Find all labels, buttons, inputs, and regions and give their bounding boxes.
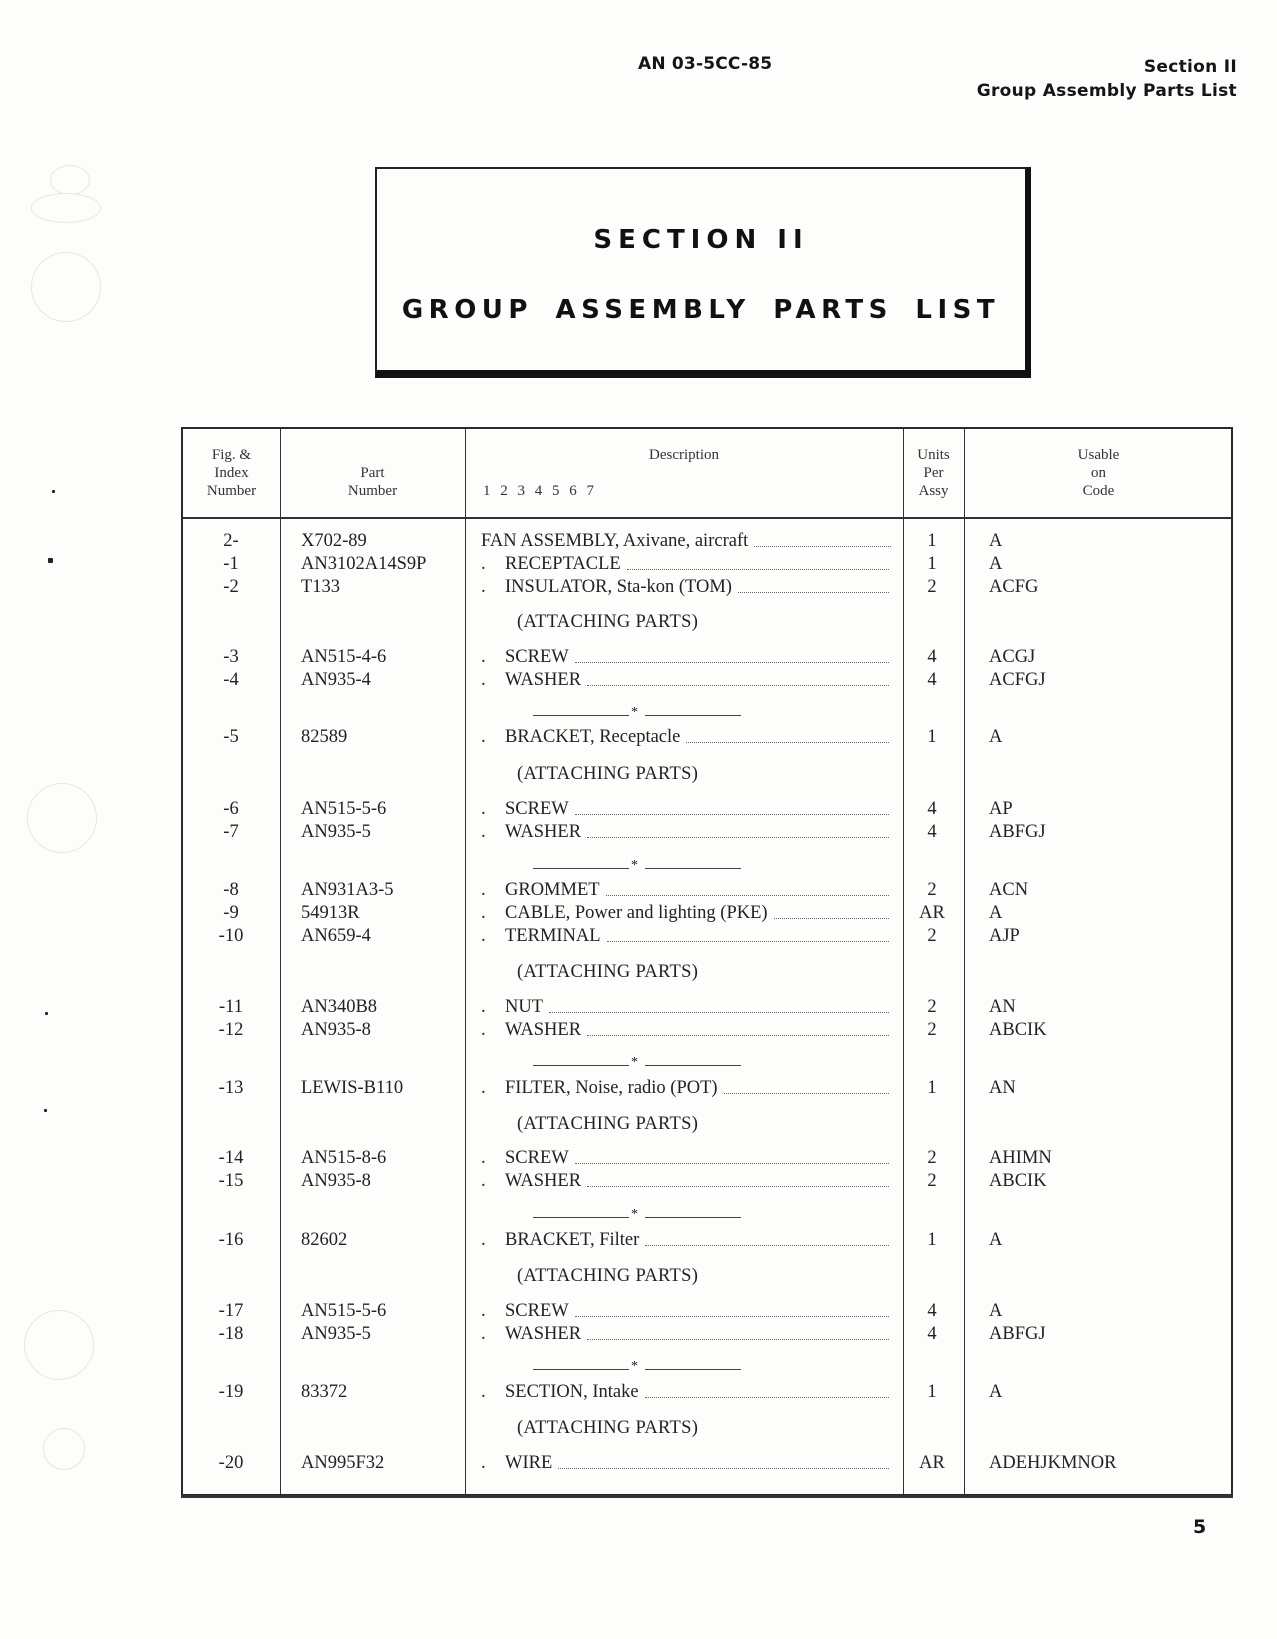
dot-leader bbox=[575, 798, 889, 815]
index-number: -5 bbox=[223, 727, 239, 747]
part-number: AN935-8 bbox=[301, 1020, 371, 1040]
binder-hole-icon bbox=[31, 252, 101, 322]
index-number: 2- bbox=[223, 531, 239, 551]
usable-on-code: ADEHJKMNOR bbox=[989, 1453, 1117, 1473]
section-label: Section II bbox=[1143, 57, 1237, 77]
usable-on-code: ACGJ bbox=[989, 647, 1036, 667]
index-number: -12 bbox=[218, 1020, 244, 1040]
scan-speck bbox=[48, 558, 53, 563]
description: . WIRE bbox=[479, 1452, 889, 1475]
index-number: -10 bbox=[218, 926, 244, 946]
index-number: -7 bbox=[223, 822, 239, 842]
units-per-assy: 1 bbox=[927, 531, 937, 551]
description: . INSULATOR, Sta-kon (TOM) bbox=[479, 576, 889, 599]
section-title-label: Group Assembly Parts List bbox=[976, 81, 1237, 101]
separator-rule: * bbox=[533, 1364, 741, 1376]
units-per-assy: 2 bbox=[927, 1020, 937, 1040]
part-number: AN515-8-6 bbox=[301, 1148, 387, 1168]
index-number: -14 bbox=[218, 1148, 244, 1168]
part-number: AN935-8 bbox=[301, 1171, 371, 1191]
table-row bbox=[183, 1381, 1231, 1404]
description: . GROMMET bbox=[479, 879, 889, 902]
usable-on-code: A bbox=[989, 1382, 1003, 1402]
units-per-assy: 4 bbox=[927, 647, 937, 667]
table-bottom-rule bbox=[181, 1495, 1233, 1498]
part-number: 83372 bbox=[301, 1382, 348, 1402]
part-number: AN935-4 bbox=[301, 670, 371, 690]
description: . SCREW bbox=[479, 1300, 889, 1323]
table-row bbox=[183, 1147, 1231, 1170]
attaching-parts-label: (ATTACHING PARTS) bbox=[517, 764, 699, 784]
dot-leader bbox=[575, 646, 889, 663]
column-header-index: Fig. & Index Number bbox=[206, 447, 257, 499]
units-per-assy: 1 bbox=[927, 1230, 937, 1250]
units-per-assy: 1 bbox=[927, 554, 937, 574]
index-number: -6 bbox=[223, 799, 239, 819]
header-divider bbox=[183, 517, 1231, 519]
dot-leader bbox=[774, 902, 889, 919]
usable-on-code: A bbox=[989, 554, 1003, 574]
binder-hole-icon bbox=[50, 165, 90, 195]
column-header-description: Description bbox=[649, 447, 719, 463]
index-number: -3 bbox=[223, 647, 239, 667]
usable-on-code: A bbox=[989, 1230, 1003, 1250]
part-number: AN931A3-5 bbox=[301, 880, 394, 900]
part-number: X702-89 bbox=[301, 531, 367, 551]
part-number: AN515-5-6 bbox=[301, 1301, 387, 1321]
scan-speck bbox=[52, 490, 55, 493]
description: . WASHER bbox=[479, 1170, 889, 1193]
description: . RECEPTACLE bbox=[479, 553, 889, 576]
dot-leader bbox=[575, 1300, 889, 1317]
part-number: T133 bbox=[301, 577, 341, 597]
units-per-assy: 2 bbox=[927, 926, 937, 946]
indent-level-numbers: 1 2 3 4 5 6 7 bbox=[483, 483, 594, 499]
table-row bbox=[183, 996, 1231, 1019]
dot-leader bbox=[587, 821, 889, 838]
usable-on-code: A bbox=[989, 727, 1003, 747]
table-row bbox=[183, 798, 1231, 821]
description: . BRACKET, Filter bbox=[479, 1229, 889, 1252]
units-per-assy: 2 bbox=[927, 577, 937, 597]
dot-leader bbox=[587, 1323, 889, 1340]
attaching-parts-label: (ATTACHING PARTS) bbox=[517, 1266, 699, 1286]
description: . NUT bbox=[479, 996, 889, 1019]
units-per-assy: 1 bbox=[927, 727, 937, 747]
usable-on-code: AP bbox=[989, 799, 1013, 819]
dot-leader bbox=[558, 1452, 889, 1469]
usable-on-code: AHIMN bbox=[989, 1148, 1052, 1168]
dot-leader bbox=[686, 726, 889, 743]
part-number: 54913R bbox=[301, 903, 360, 923]
units-per-assy: 4 bbox=[927, 799, 937, 819]
dot-leader bbox=[587, 1170, 889, 1187]
separator-rule: * bbox=[533, 863, 741, 875]
units-per-assy: 2 bbox=[927, 1148, 937, 1168]
index-number: -20 bbox=[218, 1453, 244, 1473]
part-number: AN515-5-6 bbox=[301, 799, 387, 819]
units-per-assy: 2 bbox=[927, 997, 937, 1017]
dot-leader bbox=[738, 576, 889, 593]
dot-leader bbox=[587, 669, 889, 686]
description: . WASHER bbox=[479, 669, 889, 692]
dot-leader bbox=[549, 996, 889, 1013]
index-number: -9 bbox=[223, 903, 239, 923]
scan-speck bbox=[44, 1109, 47, 1112]
usable-on-code: ACN bbox=[989, 880, 1029, 900]
page-number: 5 bbox=[1193, 1516, 1207, 1538]
table-row bbox=[183, 1300, 1231, 1323]
column-header-units: Units Per Assy bbox=[917, 447, 950, 499]
units-per-assy: AR bbox=[919, 903, 945, 923]
table-row bbox=[183, 821, 1231, 844]
usable-on-code: AJP bbox=[989, 926, 1020, 946]
description: . SCREW bbox=[479, 646, 889, 669]
units-per-assy: 1 bbox=[927, 1382, 937, 1402]
document-number: AN 03-5CC-85 bbox=[638, 54, 773, 74]
scan-speck bbox=[45, 1012, 48, 1015]
table-row bbox=[183, 576, 1231, 599]
part-number: 82589 bbox=[301, 727, 348, 747]
table-row bbox=[183, 669, 1231, 692]
binder-hole-icon bbox=[43, 1428, 85, 1470]
table-row bbox=[183, 902, 1231, 925]
description: FAN ASSEMBLY, Axivane, aircraft bbox=[481, 530, 891, 553]
part-number: AN515-4-6 bbox=[301, 647, 387, 667]
usable-on-code: AN bbox=[989, 1078, 1016, 1098]
separator-rule: * bbox=[533, 1212, 741, 1224]
part-number: LEWIS-B110 bbox=[301, 1078, 404, 1098]
index-number: -8 bbox=[223, 880, 239, 900]
table-row bbox=[183, 1229, 1231, 1252]
parts-list-table bbox=[181, 427, 1233, 1496]
dot-leader bbox=[587, 1019, 889, 1036]
table-row bbox=[183, 1452, 1231, 1475]
binder-hole-icon bbox=[31, 193, 101, 223]
usable-on-code: ACFG bbox=[989, 577, 1039, 597]
description: . CABLE, Power and lighting (PKE) bbox=[479, 902, 889, 925]
description: . SECTION, Intake bbox=[479, 1381, 889, 1404]
index-number: -11 bbox=[219, 997, 243, 1017]
description: . SCREW bbox=[479, 1147, 889, 1170]
index-number: -2 bbox=[223, 577, 239, 597]
section-title-box bbox=[375, 167, 1031, 378]
part-number: AN3102A14S9P bbox=[301, 554, 427, 574]
units-per-assy: 1 bbox=[927, 1078, 937, 1098]
part-number: AN659-4 bbox=[301, 926, 371, 946]
section-heading: SECTION II bbox=[593, 225, 809, 255]
units-per-assy: 2 bbox=[927, 1171, 937, 1191]
table-row bbox=[183, 1077, 1231, 1100]
description: . BRACKET, Receptacle bbox=[479, 726, 889, 749]
index-number: -15 bbox=[218, 1171, 244, 1191]
table-row bbox=[183, 1019, 1231, 1042]
attaching-parts-label: (ATTACHING PARTS) bbox=[517, 962, 699, 982]
table-row bbox=[183, 1323, 1231, 1346]
index-number: -13 bbox=[218, 1078, 244, 1098]
description: . WASHER bbox=[479, 1019, 889, 1042]
usable-on-code: ACFGJ bbox=[989, 670, 1046, 690]
part-number: AN340B8 bbox=[301, 997, 378, 1017]
index-number: -17 bbox=[218, 1301, 244, 1321]
part-number: AN995F32 bbox=[301, 1453, 385, 1473]
dot-leader bbox=[754, 530, 891, 547]
description: . WASHER bbox=[479, 1323, 889, 1346]
description: . SCREW bbox=[479, 798, 889, 821]
description: . TERMINAL bbox=[479, 925, 889, 948]
table-row bbox=[183, 879, 1231, 902]
usable-on-code: ABCIK bbox=[989, 1020, 1047, 1040]
binder-hole-icon bbox=[27, 783, 97, 853]
dot-leader bbox=[606, 879, 889, 896]
part-number: 82602 bbox=[301, 1230, 348, 1250]
table-row bbox=[183, 726, 1231, 749]
description: . WASHER bbox=[479, 821, 889, 844]
units-per-assy: 4 bbox=[927, 1324, 937, 1344]
index-number: -16 bbox=[218, 1230, 244, 1250]
usable-on-code: ABCIK bbox=[989, 1171, 1047, 1191]
dot-leader bbox=[627, 553, 889, 570]
column-header-usable-code: Usable on Code bbox=[1077, 447, 1120, 499]
units-per-assy: 4 bbox=[927, 1301, 937, 1321]
table-row bbox=[183, 1170, 1231, 1193]
usable-on-code: A bbox=[989, 531, 1003, 551]
dot-leader bbox=[575, 1147, 889, 1164]
table-row bbox=[183, 530, 1231, 553]
units-per-assy: 4 bbox=[927, 670, 937, 690]
table-row bbox=[183, 646, 1231, 669]
separator-rule: * bbox=[533, 1060, 741, 1072]
dot-leader bbox=[645, 1229, 889, 1246]
usable-on-code: ABFGJ bbox=[989, 1324, 1046, 1344]
attaching-parts-label: (ATTACHING PARTS) bbox=[517, 1114, 699, 1134]
table-row bbox=[183, 553, 1231, 576]
dot-leader bbox=[645, 1381, 889, 1398]
index-number: -1 bbox=[223, 554, 239, 574]
index-number: -18 bbox=[218, 1324, 244, 1344]
attaching-parts-label: (ATTACHING PARTS) bbox=[517, 1418, 699, 1438]
units-per-assy: 4 bbox=[927, 822, 937, 842]
part-number: AN935-5 bbox=[301, 822, 371, 842]
usable-on-code: ABFGJ bbox=[989, 822, 1046, 842]
description: . FILTER, Noise, radio (POT) bbox=[479, 1077, 889, 1100]
column-header-part-number: Part Number bbox=[347, 465, 398, 499]
dot-leader bbox=[724, 1077, 889, 1094]
index-number: -19 bbox=[218, 1382, 244, 1402]
usable-on-code: A bbox=[989, 903, 1003, 923]
usable-on-code: A bbox=[989, 1301, 1003, 1321]
index-number: -4 bbox=[223, 670, 239, 690]
attaching-parts-label: (ATTACHING PARTS) bbox=[517, 612, 699, 632]
part-number: AN935-5 bbox=[301, 1324, 371, 1344]
units-per-assy: 2 bbox=[927, 880, 937, 900]
dot-leader bbox=[607, 925, 889, 942]
binder-hole-icon bbox=[24, 1310, 94, 1380]
table-row bbox=[183, 925, 1231, 948]
units-per-assy: AR bbox=[919, 1453, 945, 1473]
section-subheading: GROUP ASSEMBLY PARTS LIST bbox=[401, 295, 1001, 325]
separator-rule: * bbox=[533, 710, 741, 722]
usable-on-code: AN bbox=[989, 997, 1016, 1017]
running-header bbox=[977, 55, 1237, 103]
